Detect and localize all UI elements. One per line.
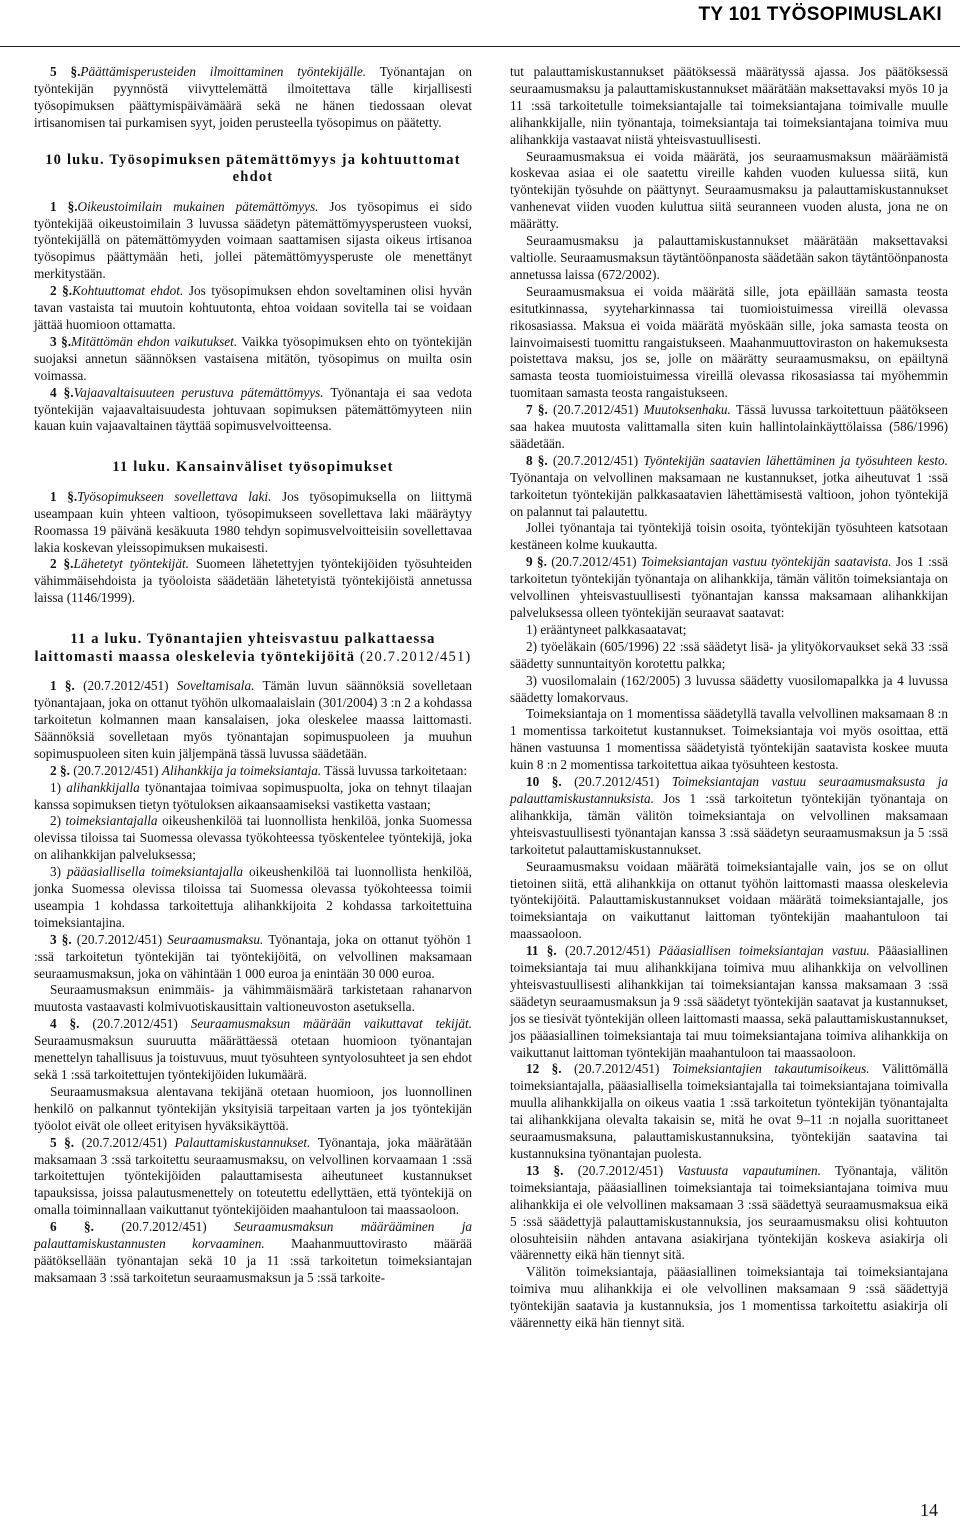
paragraph-prefix: 2) (50, 813, 66, 829)
section-number: 8 §. (526, 452, 548, 468)
section-number: 1 §. (50, 198, 78, 214)
section-number: 9 §. (526, 554, 547, 570)
paragraph-text: Jollei työnantaja tai työntekijä toisin osoita, työntekijän työsuhteen katsotaan kestäneen kolme kuukautta. (510, 520, 948, 553)
section-title: Muutoksenhaku. (643, 402, 731, 418)
paragraph-prefix: (20.7.2012/451) (69, 762, 162, 778)
paragraph-text: 3) vuosilomalain (162/2005) 3 luvussa säädetty vuosilomapalkka ja 4 luvussa säädetty lomakorvaus. (510, 672, 948, 705)
paragraph-prefix: (20.7.2012/451) (74, 678, 177, 694)
section-title: Oikeustoimilain mukainen pätemättömyys. (77, 198, 319, 214)
paragraph-text: Pääasiallinen toimeksiantaja tai muu alihankkijana toimiva muu alihankkija on velvollinen yhteisvastuullisesti alihankkijan tai toimeksiantajan kanssa maksamaan 3 :ssä säädetyn seuraamusmaksun ja 9 :ssä säädetyt työntekijän saatavat ja kustannukset, jos se tiesivät työntekijän olleen laittomasti maassa, sekä palauttamiskustannukset, jos pääasiallinen toimeksiantaja tai muu toimeksiantajana toimiva alihankkija on vaikuttanut laittoman työntekijän maahantuloon tai maassaoloon. (510, 943, 948, 1060)
section-title: Soveltamisala. (176, 678, 255, 694)
paragraph-text: Seuraamusmaksun suuruutta määrättäessä otetaan huomioon työnantajan menettelyn tahallisuus ja toistuvuus, muut työsuhteen syntyolosuhteet ja sen ehdot sekä 1 :ssä tarkoitettujen työntekijöiden lukumäärä. (34, 1033, 472, 1082)
paragraph (34, 283, 472, 334)
section-number: 1 §. (50, 678, 75, 694)
paragraph (34, 1135, 472, 1220)
paragraph (510, 284, 948, 402)
paragraph (510, 622, 948, 639)
paragraph-prefix: (20.7.2012/451) (547, 402, 644, 418)
section-title: Toimeksiantajan vastuu seuraamusmaksusta ja palauttamiskustannuksista. (510, 774, 949, 806)
paragraph-text: 2) työeläkain (605/1996) 22 :ssä säädetyt lisä- ja ylityökorvaukset sekä 33 :ssä säädetty sunnuntaityön korotettu palkka; (510, 638, 948, 671)
paragraph (510, 520, 948, 554)
paragraph (34, 1219, 472, 1287)
paragraph (510, 1061, 948, 1162)
paragraph-text: Toimeksiantaja on 1 momentissa säädetyllä tavalla velvollinen maksamaan 8 :n 1 momentissa tarkoitetut kustannukset. Toimeksiantaja voi myös osoittaa, että hänen vastuunsa 1 momentissa säädetyistä työntekijän saatavista koskee muuta kuin 8 :n 2 momentissa tarkoitettua aikaa työsuhteen kestosta. (510, 706, 948, 773)
paragraph (34, 780, 472, 814)
chapter-heading: 11 a luku. Työnantajien yhteisvastuu palkattaessa laittomasti maassa oleskelevia työntekijöitä (20.7.2012/451) (34, 631, 472, 665)
paragraph-text: Tässä luvussa tarkoitettuun päätökseen saa hakea muutosta valittamalla siten kuin hallintolainkäyttölaissa (586/1996) säädetään. (510, 402, 949, 451)
paragraph-text: Seuraamusmaksu voidaan määrätä toimeksiantajalle vain, jos se on ollut tietoinen siitä, että alihankkija on ottanut työhön laittomasti maassa oleskelevia työntekijöitä. Palauttamiskustannukset voidaan määrätä toimeksiantajalle, jos toimeksiantaja on vaikuttanut laittoman työntekijän maahantuloon tai maassaoloon. (510, 858, 948, 942)
section-title: Kohtuuttomat ehdot. (72, 283, 184, 299)
left-column (34, 64, 472, 1287)
section-title: Alihankkija ja toimeksiantaja. (161, 762, 322, 778)
paragraph-text: Seuraamusmaksua alentavana tekijänä otetaan huomioon, jos luonnollinen henkilö on palkannut työntekijän yksityisiä tarpeitaan varten ja jos työntekijän työolot eivät ole olleet erityisen hyväksikäyttöä. (34, 1083, 472, 1133)
section-title: Seuraamusmaksu. (167, 931, 264, 947)
paragraph (34, 64, 472, 132)
paragraph (510, 673, 948, 707)
section-number: 13 §. (526, 1162, 564, 1178)
paragraph-text: 1) erääntyneet palkkasaatavat; (526, 621, 687, 637)
paragraph (34, 813, 472, 864)
paragraph-prefix: 1) (50, 779, 67, 795)
paragraph-text: Tämän luvun säännöksiä sovelletaan työnantajaan, joka on ottanut työhön ulkomaalaislain (301/2004) 3 :n 2 a kohdassa tarkoitetun kolmannen maan kansalaisen, joka oleskelee maassa laittomasti. Säännöksiä sovelletaan myös työnantajan sopimuspuoleen ja muuhun sopimuspuoleen siten kuin jäljempänä tässä luvussa säädetään. (34, 678, 473, 761)
section-number: 2 §. (50, 762, 70, 778)
section-title: Toimeksiantajan vastuu työntekijän saatavista. (640, 554, 892, 570)
paragraph-text: Työnantaja, joka määrätään maksamaan 3 :ssä tarkoitettu seuraamusmaksu, on velvollinen korvaamaan 1 :ssä tarkoitettujen työntekijöiden palauttamisesta aiheutuneet kustannukset tapauksissa, joissa palautusmenettely on toteutettu edellyttäen, että työntekijä on omalla toiminnallaan vaikuttanut työntekijöiden maahantuloon tai maassaoloon. (34, 1134, 472, 1218)
right-column (510, 64, 948, 1332)
paragraph-prefix: 3) (50, 864, 68, 880)
paragraph-prefix: (20.7.2012/451) (74, 1134, 175, 1150)
paragraph (510, 943, 948, 1061)
paragraph-text: Suomeen lähetettyjen työntekijöiden työsuhteiden vähimmäisehdoista ja työoloista säädetään lähetetyistä työntekijöistä annetussa laissa (1146/1999). (34, 556, 473, 606)
paragraph-text: Välittömällä toimeksiantajalla, pääasiallisella toimeksiantajalla tai toimeksiantajana toimivalla muulla alihankkijalla on oikeus vaatia 1 :ssä tarkoitetun työntekijän työnantajalta tai alihankkijana olevalta takaisin se, mitä he ovat 9–11 :n nojalla suorittaneet seuraamusmaksuna, palauttamiskustannuksina, työntekijän saatavina tai kustannuksina työnantajan puolesta. (510, 1061, 948, 1161)
paragraph-prefix: (20.7.2012/451) (547, 452, 644, 468)
section-number: 2 §. (50, 283, 73, 299)
section-number: 7 §. (526, 402, 548, 418)
paragraph-text: työnantajaa toimivaa sopimuspuolta, joka on tehnyt tilaajan kanssa sopimuksen tietyn työtuloksen aikaansaamiseksi vastiketta vastaan; (34, 779, 472, 812)
paragraph-text: Vaikka työsopimuksen ehto on työntekijän suojaksi annetun säännöksen vastaisena mitätön, työsopimus on muilta osin voimassa. (34, 333, 473, 383)
paragraph-text: Työnantaja on velvollinen maksamaan ne kustannukset, jotka aiheutuvat 1 :ssä tarkoitetun työntekijän palkkasaatavien lähettämisestä valtioon, johon työntekijä on palannut tai palautettu. (510, 469, 948, 519)
paragraph (34, 864, 472, 932)
paragraph (34, 678, 472, 763)
paragraph (510, 859, 948, 944)
paragraph (34, 556, 472, 607)
paragraph-text: oikeushenkilöä tai luonnollista henkilöä, jonka Suomessa olevissa tiloissa tai Suomessa olevassa työkohteessa työskentelee työntekijä, joka on alihankkijan palveluksessa; (34, 813, 472, 863)
paragraph (34, 334, 472, 385)
paragraph-text: Työnantaja, välitön toimeksiantaja, pääasiallinen toimeksiantaja tai toimeksiantajana toimiva muu alihankkija ei ole velvollinen maksamaan 3 :ssä säädettyä seuraamusmaksua eikä 5 :ssä säädettyjä palauttamiskustannuksia, jos seuraamusmaksu olisi kohtuuton olosuhteisiin nähden antavana asiakirjana työntekijän koskeva asiakirja oli väärennetty eikä hän tiennyt sitä. (510, 1162, 948, 1263)
section-number: 3 §. (50, 333, 72, 349)
section-number: 10 §. (526, 774, 562, 790)
paragraph (34, 489, 472, 557)
paragraph-text: oikeushenkilöä tai luonnollista henkilöä, jonka Suomessa olevissa tiloissa tai Suomessa olevassa työkohteessa toimii useampia 1 kohdassa tarkoitettuja alihankkijoita 2 kohdassa tarkoitettuina toimeksiantajina. (34, 864, 472, 930)
paragraph-text: Seuraamusmaksun enimmäis- ja vähimmäismäärä tarkistetaan rahanarvon muutosta vastaavasti kolmivuotiskausittain valtioneuvoston asetuksella. (34, 982, 472, 1015)
paragraph (34, 763, 472, 780)
paragraph (510, 1264, 948, 1332)
paragraph-text: Tässä luvussa tarkoitetaan: (321, 762, 468, 778)
section-title: Päättämisperusteiden ilmoittaminen työntekijälle. (80, 64, 367, 79)
paragraph (510, 149, 948, 234)
paragraph (510, 706, 948, 774)
paragraph-text: Työnantaja ei saa vedota työntekijän vajaavaltaisuudesta johtuvaan sopimuksen pätemättömyyteen niin kauan kuin vajaavaltainen täyttää sopimusvelvoitteensa. (34, 384, 473, 434)
paragraph (510, 554, 948, 622)
paragraph-text: Maahanmuuttovirasto määrää päätöksellään työnantajan sekä 10 ja 11 :ssä tarkoitetun toimeksiantajan maksamaan 3 :ssä tarkoitetun seuraamusmaksun ja 5 :ssä tarkoite- (34, 1236, 472, 1285)
section-title: Työsopimukseen sovellettava laki. (77, 488, 272, 504)
section-number: 5 §. (50, 64, 81, 79)
page-number: 14 (920, 1500, 938, 1520)
paragraph-text: Välitön toimeksiantaja, pääasiallinen toimeksiantaja tai toimeksiantajana toimiva muu alihankkija ei ole velvollinen maksamaan 9 :ssä säädettyjä työntekijän saatavia ja kustannuksia, jos 1 momentissa tarkoitettu asiakirja oli väärennetty eikä hän tiennyt sitä. (510, 1264, 948, 1331)
chapter-amendment: (20.7.2012/451) (355, 648, 472, 665)
paragraph (510, 453, 948, 521)
chapter-heading: 11 luku. Kansainväliset työsopimukset (112, 459, 394, 476)
paragraph (510, 774, 948, 859)
paragraph (34, 982, 472, 1016)
paragraph-prefix: (20.7.2012/451) (93, 1219, 235, 1235)
page-header (0, 0, 960, 47)
section-title: Palauttamiskustannukset. (174, 1134, 311, 1150)
section-title: Toimeksiantajien takautumisoikeus. (671, 1061, 870, 1077)
paragraph-prefix: (20.7.2012/451) (561, 1061, 672, 1077)
paragraph-prefix: (20.7.2012/451) (563, 1162, 678, 1178)
paragraph (510, 1163, 948, 1264)
paragraph-prefix: (20.7.2012/451) (556, 943, 659, 959)
section-title: alihankkijalla (66, 779, 140, 795)
section-title: Pääasiallisen toimeksiantajan vastuu. (658, 943, 870, 959)
paragraph (34, 199, 472, 284)
paragraph (34, 932, 472, 983)
paragraph (510, 639, 948, 673)
section-title: Lähetetyt työntekijät. (73, 556, 189, 572)
paragraph (34, 1084, 472, 1135)
section-title: toimeksiantajalla (65, 813, 158, 829)
section-title: Seuraamusmaksun määrään vaikuttavat tekijät. (190, 1016, 472, 1032)
section-number: 2 §. (50, 556, 74, 572)
paragraph (34, 1016, 472, 1084)
section-number: 6 §. (50, 1219, 94, 1235)
paragraph-text: Jos työsopimus ei sido työntekijää oikeustoimilain 3 luvussa säädetyn pätemättömyysperusteen vuoksi, työntekijällä on pätemättömyyden voimaan saattamisen sijasta oikeus irtisanoa työsopimus päättymään heti, jollei pätemättömyysperuste ole menettänyt merkitystään. (34, 198, 472, 282)
section-number: 11 §. (526, 943, 557, 959)
section-number: 3 §. (50, 931, 72, 947)
paragraph-text: Työnantajan on työntekijän pyynnöstä viivyttelemättä ilmoitettava tälle kirjallisesti työsopimuksen päättymispäivämäärä sekä ne hänen tiedossaan olevat irtisanomisen tai purkamisen syyt, joiden perusteella työsopimus on päätetty. (34, 64, 473, 130)
paragraph-text: Jos 1 :ssä tarkoitetun työntekijän työnantaja on alihankkija, tämän välitön toimeksiantaja on velvollinen maksamaan yhteisvastuullisesti työnantajan kanssa 3 :ssä säädetyn seuraamusmaksun ja 5 :ssä tarkoitetut palauttamiskustannukset. (510, 790, 948, 857)
paragraph-prefix: (20.7.2012/451) (71, 931, 168, 947)
paragraph-text: Jos työsopimuksella on liittymä useampaan kuin yhteen valtioon, työsopimukseen sovellettava laki määräytyy Roomassa 19 päivänä kesäkuuta 1980 tehdyn sopimusvelvoitteisiin sovellettavaa lakia koskevan yleissopimuksen mukaisesti. (34, 488, 473, 555)
paragraph-prefix: (20.7.2012/451) (79, 1016, 191, 1032)
paragraph-text: Työnantaja, joka on ottanut työhön 1 :ssä tarkoitetun työntekijän tai työntekijöitä, on velvollinen maksamaan seuraamusmaksun, joka on vähintään 1 000 euroa ja enintään 30 000 euroa. (34, 931, 472, 981)
section-title: Mitättömän ehdon vaikutukset. (71, 333, 238, 349)
paragraph-text: Seuraamusmaksua ei voida määrätä, jos seuraamusmaksun määräämistä koskevaa asiaa ei ole saatettu vireille kahden vuoden kuluessa siitä, kun työntekijän työsuhde on päättynyt. Seuraamusmaksu ja palauttamiskustannukset vanhenevat viiden vuoden kuluttua siitä seuranneen vuoden alusta, jona ne on määrätty. (510, 148, 948, 232)
paragraph (510, 233, 948, 284)
section-title: Vastuusta vapautuminen. (677, 1162, 821, 1178)
section-title: Seuraamusmaksun määrääminen ja palauttamiskustannusten korvaaminen. (34, 1219, 473, 1252)
paragraph-text: tut palauttamiskustannukset päätöksessä määrätyssä ajassa. Jos päätöksessä seuraamusmaksu ja palauttamiskustannukset määrätään maksettavaksi myös 10 ja 11 :ssä tarkoitetulle toimeksiantajalle tai toimeksiantajana toimivalle muulle alihankkijalle, niin työnantaja, toimeksiantaja tai toimeksiantajana toimiva muu alihankkija vastaavat niistä yhteisvastuullisesti. (510, 64, 948, 147)
section-title: pääasiallisella toimeksiantajalla (67, 864, 244, 880)
section-number: 12 §. (526, 1061, 562, 1077)
section-number: 4 §. (50, 384, 74, 400)
paragraph (34, 385, 472, 436)
section-number: 5 §. (50, 1134, 75, 1150)
paragraph-text: Jos työsopimuksen ehdon soveltaminen olisi hyvän tavan vastaista tai muutoin kohtuutonta, ehtoa voidaan sovitella tai se voidaan jättää huomioon ottamatta. (34, 283, 472, 332)
section-number: 4 §. (50, 1016, 80, 1032)
chapter-heading: 10 luku. Työsopimuksen pätemättömyys ja kohtuuttomat ehdot (45, 151, 461, 186)
paragraph-text: Seuraamusmaksua ei voida määrätä sille, jota epäillään samasta teosta esitutkinnassa, syyteharkinnassa tai tuomioistuimessa vireillä olevassa rikosasiassa. Maksua ei voida määrätä myöskään sille, joka samasta teosta on lainvoimaisesti tuomittu rangaistukseen. Maahanmuuttoviraston on hakemuksesta poistettava maksu, jos se, jolle on määrätty seuraamusmaksu, on epäiltynä samasta teosta tuomioistuimessa vireillä olevassa rikosasiassa tai myöhemmin tuomitaan samasta teosta rangaistukseen. (510, 283, 948, 401)
section-title: Vajaavaltaisuuteen perustuva pätemättömyys. (73, 384, 324, 400)
section-title: Työntekijän saatavien lähettäminen ja työsuhteen kesto. (643, 452, 948, 468)
paragraph (510, 64, 948, 149)
paragraph (510, 402, 948, 453)
section-number: 1 §. (50, 488, 78, 504)
header-title: TY 101 TYÖSOPIMUSLAKI (698, 4, 942, 25)
paragraph-prefix: (20.7.2012/451) (561, 774, 672, 790)
paragraph-text: Seuraamusmaksu ja palauttamiskustannukset määrätään maksettavaksi valtiolle. Seuraamusmaksun täytäntöönpanosta säädetään sakon täytäntöönpanosta annetussa laissa (672/2002). (510, 233, 948, 282)
paragraph-prefix: (20.7.2012/451) (546, 554, 641, 570)
paragraph-text: Jos 1 :ssä tarkoitetun työntekijän työnantaja on alihankkija, tämän välitön toimeksiantaja on velvollinen yhteisvastuullisesti työnantajan kanssa maksamaan alihankkijan palveluksessa olleen työntekijän seuraavat saatavat: (510, 554, 948, 620)
